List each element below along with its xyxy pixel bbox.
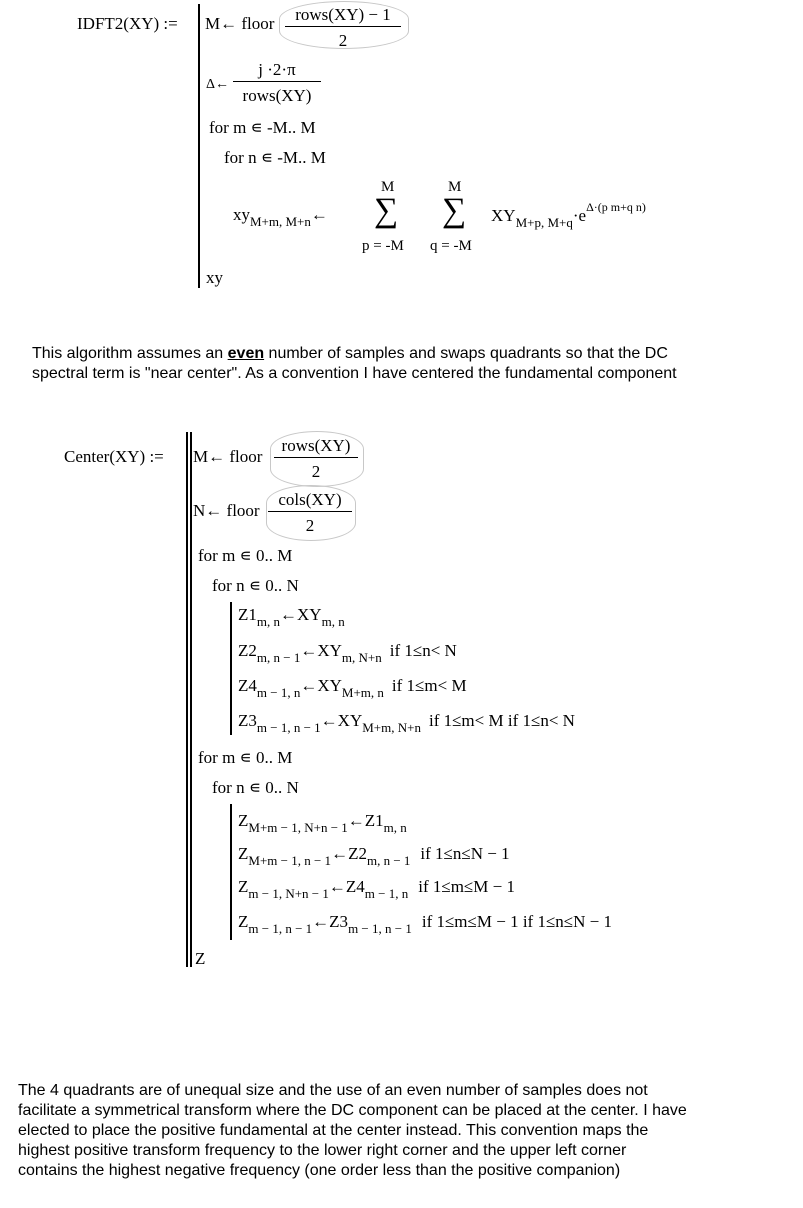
rhs: Z3 [329, 912, 349, 931]
assign-arrow: ← [300, 676, 318, 695]
assign-z4 [238, 676, 467, 700]
lhs: Z [238, 877, 249, 896]
lhs-subscript: m, n − 1 [256, 650, 301, 665]
for-n-loop-2: for n ∊ 0.. N [212, 778, 299, 797]
center-definition: Center(XY) := [64, 447, 164, 466]
sum-p-sigma: ∑ [374, 192, 399, 229]
inner-bar-1 [230, 602, 232, 735]
rhs: XY [297, 605, 322, 624]
sum-q-sigma: ∑ [442, 192, 467, 229]
condition: if 1≤n≤N − 1 [420, 844, 510, 863]
assign-b1 [238, 811, 407, 835]
sum-q-upper: M [448, 179, 462, 195]
lhs-subscript: m − 1, N+n − 1 [248, 886, 329, 901]
lhs-subscript: m − 1, n [256, 685, 301, 700]
assign-b4 [238, 912, 612, 936]
sum-term [491, 200, 646, 230]
inner-bar-2 [230, 804, 232, 940]
lhs: Z2 [238, 641, 257, 660]
rhs-subscript: M+m, N+n [362, 720, 421, 735]
emphasis-even: even [227, 345, 265, 362]
m-fraction [274, 437, 358, 480]
term-exp-base: ·e [572, 206, 587, 225]
paragraph-2-line-5: contains the highest negative frequency (one order less than the positive companion) [18, 1162, 621, 1179]
assign-z3 [238, 711, 575, 735]
n-fraction [268, 491, 352, 534]
assign-arrow: ← [300, 641, 318, 660]
condition: if 1≤m≤M − 1 [418, 877, 515, 896]
program-bar [198, 4, 200, 288]
delta-numerator: j ·2·π [233, 61, 321, 82]
text-run: number of samples and swaps quadrants so that the DC [264, 345, 668, 362]
sum-q-lower: q = -M [430, 238, 472, 254]
xy-subscript: M+m, M+n [250, 214, 311, 229]
paragraph-2-line-3: elected to place the positive fundamental at the center instead. This convention maps the [18, 1122, 649, 1139]
n-numerator: cols(XY) [268, 491, 352, 512]
n-denominator: 2 [305, 516, 315, 535]
rhs-subscript: m, N+n [341, 650, 382, 665]
m-denominator: 2 [311, 462, 321, 481]
assign-arrow: ← [280, 605, 298, 624]
paragraph-2-line-4: highest positive transform frequency to the lower right corner and the upper left corner [18, 1142, 627, 1159]
rhs: XY [337, 711, 363, 730]
assign-b3 [238, 877, 515, 901]
m-fraction [285, 6, 401, 49]
for-n-loop-1: for n ∊ 0.. N [212, 576, 299, 595]
lhs: Z [238, 811, 249, 830]
return-xy: xy [206, 268, 223, 287]
rhs: XY [317, 676, 342, 695]
rhs-subscript: m − 1, n [364, 886, 409, 901]
rhs: Z1 [364, 811, 384, 830]
term-var: XY [491, 206, 516, 225]
lhs-subscript: m − 1, n − 1 [256, 720, 321, 735]
m-numerator: rows(XY) [274, 437, 358, 458]
lhs-subscript: m − 1, n − 1 [248, 921, 313, 936]
rhs: Z4 [345, 877, 365, 896]
condition: if 1≤m< M [391, 676, 467, 695]
term-exponent: Δ·(p m+q n) [586, 200, 646, 214]
lhs: Z1 [238, 605, 257, 624]
condition: if 1≤n< N [389, 641, 457, 660]
lhs: Z [238, 912, 249, 931]
paragraph-1-line-2: spectral term is "near center". As a convention I have centered the fundamental component [32, 365, 677, 382]
assign-z2 [238, 641, 457, 665]
assign-arrow: ← [331, 844, 349, 863]
condition: if 1≤m≤M − 1 if 1≤n≤N − 1 [421, 912, 612, 931]
m-denominator: 2 [338, 31, 348, 50]
delta-assign: Δ← [206, 77, 230, 92]
for-m-loop-2: for m ∊ 0.. M [198, 748, 293, 767]
lhs-subscript: m, n [256, 614, 281, 629]
m-numerator: rows(XY) − 1 [285, 6, 401, 27]
text-run: This algorithm assumes an [32, 345, 228, 362]
for-m-loop-1: for m ∊ 0.. M [198, 546, 293, 565]
assign-b2 [238, 844, 510, 868]
assign-arrow: ← [310, 205, 328, 224]
outer-bar-left [186, 432, 188, 967]
for-n-loop: for n ∊ -M.. M [224, 148, 326, 167]
assign-arrow: ← [320, 711, 338, 730]
assign-z1 [238, 605, 345, 629]
rhs-subscript: m, n [321, 614, 345, 629]
return-z: Z [195, 949, 206, 968]
n-assign: N← floor [193, 501, 260, 520]
assign-arrow: ← [347, 811, 365, 830]
lhs: Z [238, 844, 249, 863]
delta-denominator: rows(XY) [242, 86, 312, 105]
m-assign: M← floor [193, 447, 263, 466]
sum-p-lower: p = -M [362, 238, 404, 254]
lhs-subscript: M+m − 1, n − 1 [248, 853, 332, 868]
lhs-subscript: M+m − 1, N+n − 1 [248, 820, 348, 835]
rhs-subscript: m, n − 1 [366, 853, 411, 868]
for-m-loop: for m ∊ -M.. M [209, 118, 316, 137]
term-subscript: M+p, M+q [515, 215, 573, 230]
xy-assignment [233, 205, 328, 229]
rhs: Z2 [348, 844, 367, 863]
sum-p-upper: M [381, 179, 395, 195]
assign-arrow: ← [312, 912, 330, 931]
xy-var: xy [233, 205, 250, 224]
paragraph-2-line-2: facilitate a symmetrical transform where the DC component can be placed at the center. I have [18, 1102, 687, 1119]
rhs-subscript: m, n [383, 820, 407, 835]
idft2-definition: IDFT2(XY) := [77, 14, 178, 33]
condition: if 1≤m< M if 1≤n< N [428, 711, 575, 730]
rhs: XY [317, 641, 342, 660]
assign-arrow: ← [328, 877, 346, 896]
rhs-subscript: M+m, n [341, 685, 384, 700]
paragraph-1-line-1 [32, 344, 668, 363]
m-assign: M← floor [205, 14, 275, 33]
lhs: Z4 [238, 676, 257, 695]
delta-fraction [233, 61, 321, 104]
outer-bar-right [190, 432, 192, 967]
paragraph-2-line-1: The 4 quadrants are of unequal size and the use of an even number of samples does not [18, 1082, 648, 1099]
rhs-subscript: m − 1, n − 1 [348, 921, 412, 936]
lhs: Z3 [238, 711, 257, 730]
